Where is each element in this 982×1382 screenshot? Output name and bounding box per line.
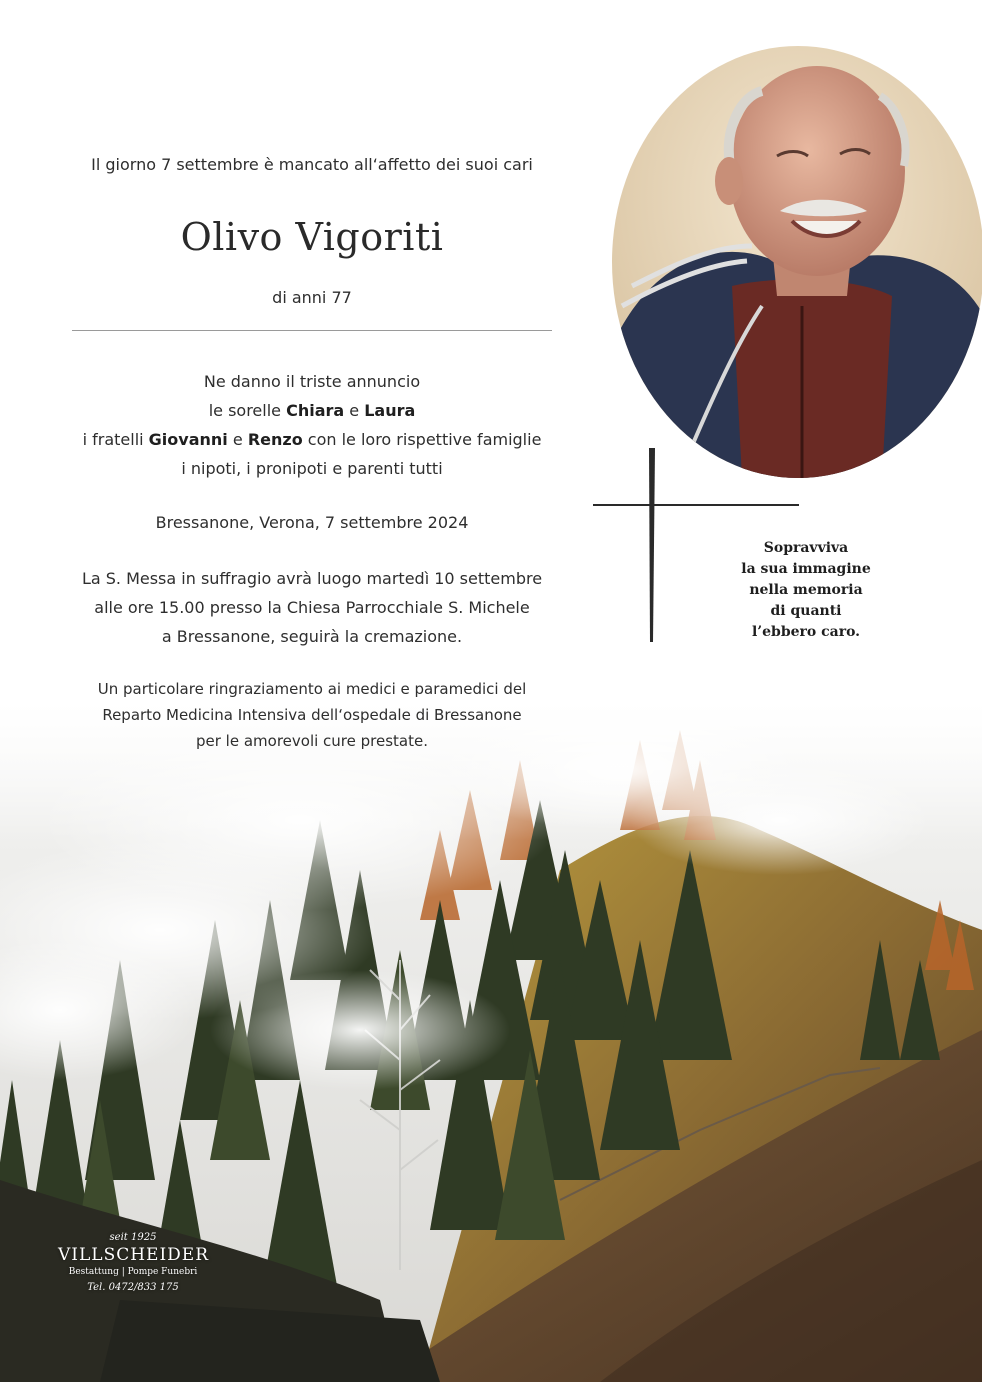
text: con le loro rispettive famiglie	[307, 430, 542, 449]
quote-line-1: Sopravviva	[763, 540, 849, 556]
quote-line-5: l’ebbero caro.	[751, 624, 861, 640]
quote-line-2: la sua immagine	[741, 561, 871, 577]
text: e	[232, 430, 243, 449]
mass-info	[72, 564, 552, 651]
logo-phone: Tel. 0472/833 175	[87, 1282, 179, 1293]
funeral-home-logo	[58, 1232, 208, 1296]
thanks-line-1: Un particolare ringraziamento ai medici e paramedici del	[97, 680, 527, 698]
sister-name: Chiara	[286, 401, 345, 420]
mass-line-3: a Bressanone, seguirà la cremazione.	[161, 627, 463, 646]
logo-since: seit 1925	[109, 1232, 157, 1243]
text: i fratelli	[82, 430, 144, 449]
mourners-line-3	[72, 425, 552, 454]
mourners-line-4: i nipoti, i pronipoti e parenti tutti	[181, 459, 443, 478]
sister-name: Laura	[364, 401, 416, 420]
deceased-name: Olivo Vigoriti	[180, 215, 444, 259]
intro-line: Il giorno 7 settembre è mancato all‘affetto dei suoi cari	[91, 155, 533, 174]
place-date: Bressanone, Verona, 7 settembre 2024	[155, 513, 469, 532]
logo-brand: VILLSCHEIDER	[58, 1245, 210, 1265]
text: e	[349, 401, 360, 420]
thanks-note	[72, 676, 552, 754]
memorial-quote	[724, 538, 888, 643]
portrait-photo	[612, 46, 982, 478]
quote-line-4: di quanti	[770, 603, 842, 619]
mass-line-1: La S. Messa in suffragio avrà luogo martedì 10 settembre	[81, 569, 543, 588]
logo-subtitle: Bestattung | Pompe Funebri	[68, 1267, 198, 1277]
divider	[72, 330, 552, 331]
thanks-line-2: Reparto Medicina Intensiva dell‘ospedale di Bressanone	[102, 706, 522, 724]
brother-name: Renzo	[247, 430, 303, 449]
mourners-line-1: Ne danno il triste annuncio	[203, 372, 421, 391]
mourners-block	[72, 367, 552, 483]
text: le sorelle	[208, 401, 281, 420]
thanks-line-3: per le amorevoli cure prestate.	[196, 732, 428, 750]
mourners-line-2	[72, 396, 552, 425]
mass-line-2: alle ore 15.00 presso la Chiesa Parrocchiale S. Michele	[94, 598, 530, 617]
quote-line-3: nella memoria	[749, 582, 863, 598]
deceased-age: di anni 77	[272, 288, 352, 307]
brother-name: Giovanni	[148, 430, 228, 449]
